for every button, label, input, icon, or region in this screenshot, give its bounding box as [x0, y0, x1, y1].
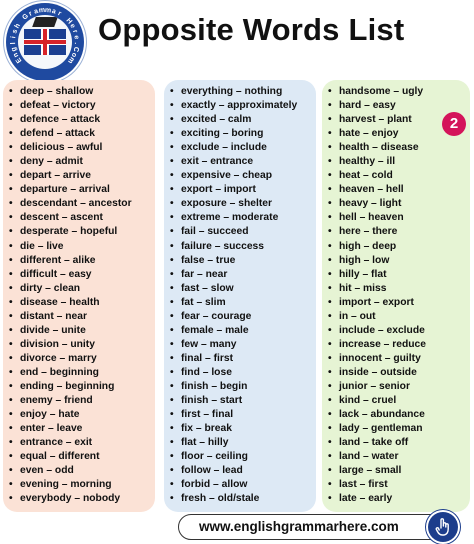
word-pair-item: • here – there: [328, 225, 470, 239]
word-pair-item: • last – first: [328, 478, 470, 492]
word-pair-item: • expensive – cheap: [170, 169, 316, 183]
word-pair-item: • junior – senior: [328, 380, 470, 394]
word-column-3: [322, 80, 470, 512]
word-pair-item: • lack – abundance: [328, 408, 470, 422]
word-pair-item: • descendant – ancestor: [9, 197, 155, 211]
word-pair-item: • large – small: [328, 464, 470, 478]
word-pair-item: • heat – cold: [328, 169, 470, 183]
word-pair-item: • failure – success: [170, 240, 316, 254]
logo-letter: s: [11, 28, 20, 35]
logo-letter: a: [33, 7, 40, 16]
word-pair-item: • hard – easy: [328, 99, 470, 113]
word-pair-item: • dirty – clean: [9, 282, 155, 296]
word-pair-item: • fail – succeed: [170, 225, 316, 239]
word-pair-item: • hate – enjoy: [328, 127, 470, 141]
logo-letter: g: [10, 46, 19, 53]
word-pair-item: • export – import: [170, 183, 316, 197]
word-pair-item: • in – out: [328, 310, 470, 324]
word-pair-item: • lady – gentleman: [328, 422, 470, 436]
logo-letter: r: [56, 10, 63, 18]
word-column-1: [3, 80, 155, 512]
word-pair-item: • harvest – plant: [328, 113, 470, 127]
word-pair-item: • include – exclude: [328, 324, 470, 338]
word-pair-item: • equal – different: [9, 450, 155, 464]
word-pair-item: • divorce – marry: [9, 352, 155, 366]
logo-text: [6, 3, 84, 81]
website-url[interactable]: www.englishgrammarhere.com: [199, 519, 399, 534]
logo-letter: m: [38, 6, 46, 15]
word-pair-item: • descent – ascent: [9, 211, 155, 225]
word-pair-item: • delicious – awful: [9, 141, 155, 155]
word-pair-item: • floor – ceiling: [170, 450, 316, 464]
word-pair-item: • depart – arrive: [9, 169, 155, 183]
word-pair-item: • land – water: [328, 450, 470, 464]
page-title: Opposite Words List: [98, 12, 405, 47]
logo-letter: G: [21, 12, 30, 22]
word-pair-item: • final – first: [170, 352, 316, 366]
word-pair-item: • late – early: [328, 492, 470, 506]
word-pair-item: • forbid – allow: [170, 478, 316, 492]
word-pair-item: • different – alike: [9, 254, 155, 268]
word-pair-item: • entrance – exit: [9, 436, 155, 450]
logo-letter: e: [68, 22, 77, 30]
word-pair-item: • increase – reduce: [328, 338, 470, 352]
word-pair-item: • deny – admit: [9, 155, 155, 169]
word-pair-item: • follow – lead: [170, 464, 316, 478]
word-pair-item: • high – deep: [328, 240, 470, 254]
word-pair-item: • heaven – hell: [328, 183, 470, 197]
word-pair-item: • innocent – guilty: [328, 352, 470, 366]
word-pair-item: • fix – break: [170, 422, 316, 436]
word-pair-item: • deep – shallow: [9, 85, 155, 99]
logo-letter: l: [9, 42, 18, 45]
word-pair-item: • hilly – flat: [328, 268, 470, 282]
word-pair-item: • finish – begin: [170, 380, 316, 394]
word-pair-item: • everything – nothing: [170, 85, 316, 99]
logo-letter: H: [64, 17, 74, 26]
word-pair-item: • disease – health: [9, 296, 155, 310]
word-pair-item: • ending – beginning: [9, 380, 155, 394]
logo-letter: r: [27, 10, 34, 18]
word-pair-item: • defend – attack: [9, 127, 155, 141]
logo-letter: m: [66, 55, 76, 65]
word-pair-item: • fat – slim: [170, 296, 316, 310]
word-pair-item: • enjoy – hate: [9, 408, 155, 422]
logo-letter: a: [50, 7, 57, 16]
page-number-badge: 2: [442, 112, 466, 136]
word-pair-item: • die – live: [9, 240, 155, 254]
word-pair-item: • desperate – hopeful: [9, 225, 155, 239]
logo-letter: o: [69, 51, 78, 59]
word-pair-item: • excited – calm: [170, 113, 316, 127]
word-pair-item: • even – odd: [9, 464, 155, 478]
word-pair-item: • handsome – ugly: [328, 85, 470, 99]
word-pair-item: • exposure – shelter: [170, 197, 316, 211]
word-pair-item: • hell – heaven: [328, 211, 470, 225]
word-pair-item: • inside – outside: [328, 366, 470, 380]
word-pair-item: • fast – slow: [170, 282, 316, 296]
word-pair-item: • false – true: [170, 254, 316, 268]
logo-letter: .: [72, 42, 81, 45]
word-pair-item: • heavy – light: [328, 197, 470, 211]
hand-pointer-icon: [428, 512, 458, 542]
word-pair-item: • end – beginning: [9, 366, 155, 380]
word-pair-item: • land – take off: [328, 436, 470, 450]
word-pair-item: • health – disease: [328, 141, 470, 155]
word-pair-item: • exit – entrance: [170, 155, 316, 169]
word-pair-item: • flat – hilly: [170, 436, 316, 450]
word-pair-item: • high – low: [328, 254, 470, 268]
site-logo: [6, 3, 84, 81]
word-pair-item: • exactly – approximately: [170, 99, 316, 113]
word-pair-item: • far – near: [170, 268, 316, 282]
word-pair-item: • exclude – include: [170, 141, 316, 155]
word-pair-item: • enemy – friend: [9, 394, 155, 408]
word-pair-item: • healthy – ill: [328, 155, 470, 169]
logo-letter: E: [14, 56, 24, 64]
word-pair-item: • division – unity: [9, 338, 155, 352]
word-pair-item: • evening – morning: [9, 478, 155, 492]
logo-letter: n: [12, 51, 21, 59]
word-pair-item: • fear – courage: [170, 310, 316, 324]
word-pair-item: • divide – unite: [9, 324, 155, 338]
word-pair-item: • defeat – victory: [9, 99, 155, 113]
logo-letter: r: [70, 29, 79, 35]
word-pair-item: • departure – arrival: [9, 183, 155, 197]
logo-letter: m: [44, 6, 52, 15]
logo-letter: i: [10, 35, 18, 39]
word-pair-item: • first – final: [170, 408, 316, 422]
word-pair-item: • finish – start: [170, 394, 316, 408]
logo-letter: C: [71, 45, 80, 53]
word-pair-item: • enter – leave: [9, 422, 155, 436]
word-pair-item: • few – many: [170, 338, 316, 352]
word-pair-item: • defence – attack: [9, 113, 155, 127]
word-pair-item: • female – male: [170, 324, 316, 338]
word-pair-item: • hit – miss: [328, 282, 470, 296]
word-pair-item: • kind – cruel: [328, 394, 470, 408]
website-link[interactable]: [178, 514, 444, 540]
word-pair-item: • find – lose: [170, 366, 316, 380]
word-pair-item: • import – export: [328, 296, 470, 310]
logo-letter: h: [13, 22, 22, 30]
word-pair-item: • exciting – boring: [170, 127, 316, 141]
word-pair-item: • difficult – easy: [9, 268, 155, 282]
logo-letter: e: [72, 34, 80, 40]
word-pair-item: • extreme – moderate: [170, 211, 316, 225]
word-pair-item: • everybody – nobody: [9, 492, 155, 506]
word-pair-item: • fresh – old/stale: [170, 492, 316, 506]
word-column-2: [164, 80, 316, 512]
word-pair-item: • distant – near: [9, 310, 155, 324]
